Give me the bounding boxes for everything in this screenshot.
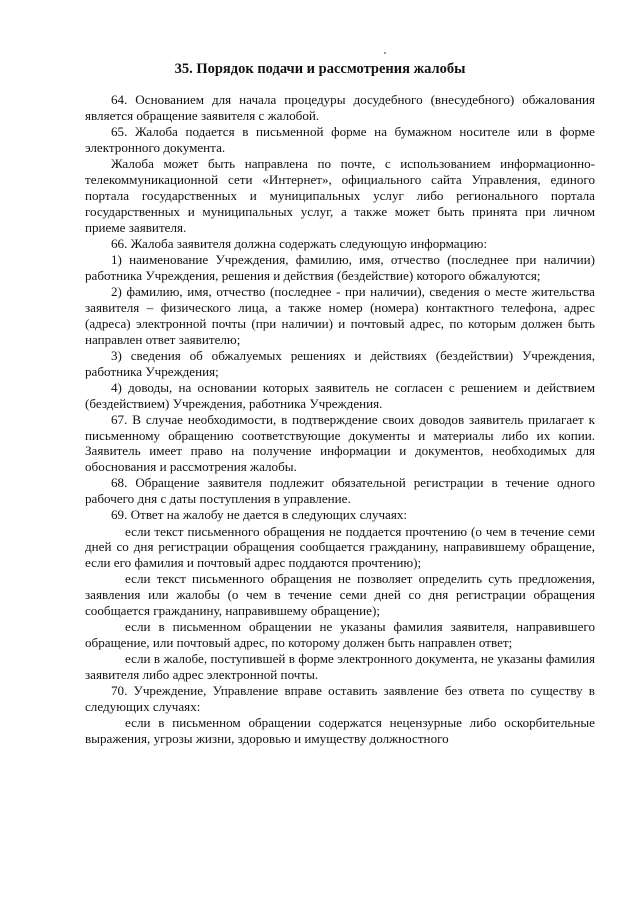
case-69-no-address: если в письменном обращении не указаны фамилия заявителя, направившего обращение, или почтовый адрес, по которому должен быть направлен ответ; <box>85 619 595 651</box>
list-item-66-1: 1) наименование Учреждения, фамилию, имя, отчество (последнее при наличии) работника Учреждения, решения и действия (бездействие) которого обжалуются; <box>85 251 595 283</box>
list-item-66-4: 4) доводы, на основании которых заявитель не согласен с решением и действием (бездействием) Учреждения, работника Учреждения. <box>85 379 595 411</box>
list-item-66-3: 3) сведения об обжалуемых решениях и действиях (бездействии) Учреждения, работника Учреждения; <box>85 347 595 379</box>
paragraph-68: 68. Обращение заявителя подлежит обязательной регистрации в течение одного рабочего дня с даты поступления в управление. <box>85 475 595 507</box>
case-69-unclear: если текст письменного обращения не позволяет определить суть предложения, заявления или жалобы (о чем в течение семи дней со дня регистрации обращения сообщается гражданину, направившему обращение); <box>85 571 595 619</box>
case-69-unreadable: если текст письменного обращения не поддается прочтению (о чем в течение семи дней со дня регистрации обращения сообщается гражданину, направившему обращение, если его фамилия и почтовый адрес поддаются прочтению); <box>85 523 595 571</box>
section-title: 35. Порядок подачи и рассмотрения жалобы <box>174 61 466 77</box>
paragraph-66: 66. Жалоба заявителя должна содержать следующую информацию: <box>111 235 488 251</box>
paragraph-64: 64. Основанием для начала процедуры досудебного (внесудебного) обжалования является обращение заявителя с жалобой. <box>85 92 595 123</box>
scan-speck <box>384 52 386 54</box>
paragraph-70: 70. Учреждение, Управление вправе оставить заявление без ответа по существу в следующих случаях: <box>85 683 595 715</box>
case-70-obscene: если в письменном обращении содержатся нецензурные либо оскорбительные выражения, угрозы жизни, здоровью и имуществу должностного <box>85 715 595 747</box>
paragraph-67: 67. В случае необходимости, в подтверждение своих доводов заявитель прилагает к письменному обращению соответствующие документы и материалы либо их копии. Заявитель имеет право на получение информации и документов, необходимых для обоснования и рассмотрения жалобы. <box>85 411 595 475</box>
case-69-no-email: если в жалобе, поступившей в форме электронного документа, не указаны фамилия заявителя либо адрес электронной почты. <box>85 651 595 683</box>
list-item-66-2: 2) фамилию, имя, отчество (последнее - при наличии), сведения о месте жительства заявителя – физического лица, а также номер (номера) контактного телефона, адрес (адреса) электронной почты (при наличии) и почтовый адрес, по которым должен быть направлен ответ заявителю; <box>85 283 595 347</box>
paragraph-65: 65. Жалоба подается в письменной форме на бумажном носителе или в форме электронного документа. <box>85 124 595 155</box>
document-body <box>85 92 595 747</box>
paragraph-65-delivery: Жалоба может быть направлена по почте, с использованием информационно-телекоммуникационной сети «Интернет», официального сайта Управления, единого портала государственных и муниципальных услуг либо регионального портала государственных и муниципальных услуг, а также может быть принята при личном приеме заявителя. <box>85 156 595 235</box>
paragraph-69: 69. Ответ на жалобу не дается в следующих случаях: <box>111 507 408 523</box>
